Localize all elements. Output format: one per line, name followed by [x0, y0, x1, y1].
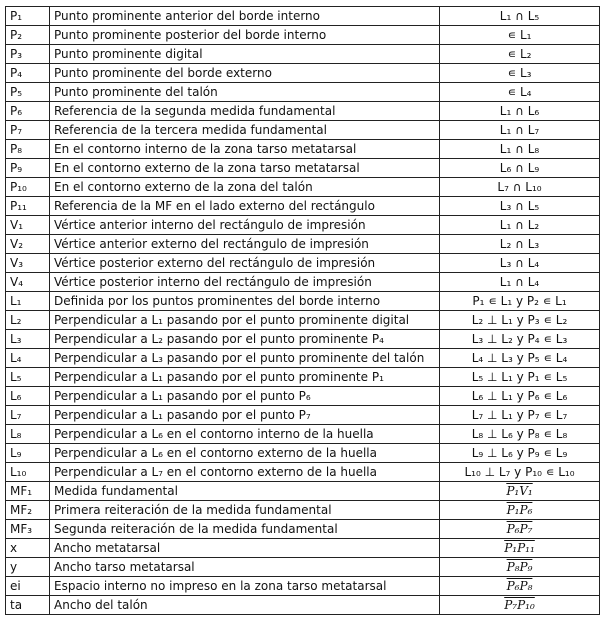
description-cell-text: Perpendicular a L₁ pasando por el punto P₇ — [54, 408, 311, 422]
description-cell — [50, 64, 440, 83]
relation-cell-text: ∊ L₁ — [507, 28, 532, 42]
symbol-cell — [6, 368, 50, 387]
symbol-cell — [6, 330, 50, 349]
relation-cell-text: P₆P₈ — [506, 579, 533, 593]
definitions-table-body — [6, 7, 600, 615]
symbol-cell — [6, 254, 50, 273]
symbol-cell-text: P₁₁ — [10, 199, 27, 213]
relation-cell — [440, 444, 600, 463]
relation-cell — [440, 330, 600, 349]
relation-cell-text: L₃ ∩ L₅ — [499, 199, 540, 213]
symbol-cell — [6, 349, 50, 368]
relation-cell-text: L₄ ⊥ L₃ y P₅ ∊ L₄ — [471, 351, 568, 365]
relation-cell — [440, 539, 600, 558]
symbol-cell-text: V₁ — [10, 218, 24, 232]
symbol-cell — [6, 216, 50, 235]
relation-cell-text: P₈P₉ — [506, 560, 533, 574]
description-cell — [50, 368, 440, 387]
relation-cell — [440, 64, 600, 83]
relation-cell — [440, 349, 600, 368]
relation-cell — [440, 292, 600, 311]
symbol-cell — [6, 292, 50, 311]
relation-cell-text: P₁P₁₁ — [504, 541, 535, 555]
table-row — [6, 444, 600, 463]
symbol-cell — [6, 235, 50, 254]
description-cell-text: Perpendicular a L₁ pasando por el punto P₆ — [54, 389, 311, 403]
symbol-cell — [6, 45, 50, 64]
relation-cell-text: L₇ ∩ L₁₀ — [497, 180, 542, 194]
table-row — [6, 7, 600, 26]
relation-cell — [440, 463, 600, 482]
description-cell-text: Segunda reiteración de la medida fundamental — [54, 522, 338, 536]
symbol-cell-text: L₈ — [10, 427, 22, 441]
description-cell — [50, 596, 440, 615]
symbol-cell-text: P₆ — [10, 104, 23, 118]
symbol-cell — [6, 159, 50, 178]
description-cell — [50, 406, 440, 425]
description-cell — [50, 235, 440, 254]
symbol-cell-text: MF₂ — [10, 503, 33, 517]
relation-cell-text: L₁₀ ⊥ L₇ y P₁₀ ∊ L₁₀ — [464, 465, 575, 479]
relation-cell — [440, 482, 600, 501]
description-cell-text: Punto prominente anterior del borde interno — [54, 9, 320, 23]
description-cell-text: Definida por los puntos prominentes del borde interno — [54, 294, 381, 308]
symbol-cell — [6, 520, 50, 539]
symbol-cell-text: ta — [10, 598, 23, 612]
description-cell-text: Punto prominente del borde externo — [54, 66, 272, 80]
symbol-cell — [6, 577, 50, 596]
description-cell — [50, 83, 440, 102]
relation-cell — [440, 7, 600, 26]
table-row — [6, 520, 600, 539]
symbol-cell-text: P₁ — [10, 9, 23, 23]
table-row — [6, 83, 600, 102]
table-row — [6, 197, 600, 216]
description-cell-text: Ancho metatarsal — [54, 541, 161, 555]
description-cell — [50, 216, 440, 235]
description-cell — [50, 102, 440, 121]
description-cell-text: Perpendicular a L₆ en el contorno externo de la huella — [54, 446, 377, 460]
description-cell — [50, 482, 440, 501]
symbol-cell — [6, 596, 50, 615]
description-cell-text: En el contorno interno de la zona tarso metatarsal — [54, 142, 357, 156]
description-cell — [50, 26, 440, 45]
relation-cell-text: L₃ ⊥ L₂ y P₄ ∊ L₃ — [471, 332, 568, 346]
symbol-cell — [6, 178, 50, 197]
description-cell — [50, 292, 440, 311]
symbol-cell-text: x — [10, 541, 18, 555]
description-cell-text: Perpendicular a L₇ en el contorno externo de la huella — [54, 465, 377, 479]
table-row — [6, 159, 600, 178]
relation-cell-text: ∊ L₃ — [507, 66, 532, 80]
relation-cell-text: L₁ ∩ L₂ — [499, 218, 540, 232]
table-row — [6, 140, 600, 159]
description-cell-text: Vértice anterior interno del rectángulo de impresión — [54, 218, 366, 232]
relation-cell-text: L₉ ⊥ L₆ y P₉ ∊ L₉ — [471, 446, 568, 460]
table-row — [6, 577, 600, 596]
table-row — [6, 368, 600, 387]
relation-cell — [440, 178, 600, 197]
table-row — [6, 406, 600, 425]
description-cell-text: Punto prominente posterior del borde interno — [54, 28, 327, 42]
relation-cell — [440, 387, 600, 406]
description-cell-text: Punto prominente del talón — [54, 85, 218, 99]
description-cell-text: Perpendicular a L₃ pasando por el punto prominente del talón — [54, 351, 425, 365]
relation-cell-text: L₃ ∩ L₄ — [499, 256, 540, 270]
description-cell-text: Vértice anterior externo del rectángulo de impresión — [54, 237, 369, 251]
symbol-cell-text: L₁₀ — [10, 465, 27, 479]
description-cell-text: Ancho del talón — [54, 598, 148, 612]
symbol-cell — [6, 482, 50, 501]
symbol-cell-text: P₁₀ — [10, 180, 27, 194]
description-cell — [50, 539, 440, 558]
symbol-cell-text: P₉ — [10, 161, 23, 175]
relation-cell — [440, 406, 600, 425]
table-row — [6, 26, 600, 45]
table-row — [6, 311, 600, 330]
description-cell — [50, 121, 440, 140]
symbol-cell-text: L₆ — [10, 389, 22, 403]
symbol-cell — [6, 444, 50, 463]
relation-cell-text: L₁ ∩ L₇ — [499, 123, 540, 137]
description-cell-text: Vértice posterior externo del rectángulo de impresión — [54, 256, 376, 270]
symbol-cell — [6, 273, 50, 292]
symbol-cell-text: L₅ — [10, 370, 22, 384]
relation-cell-text: L₁ ∩ L₅ — [499, 9, 540, 23]
description-cell — [50, 45, 440, 64]
symbol-cell-text: L₂ — [10, 313, 22, 327]
relation-cell-text: P₁ ∊ L₁ y P₂ ∊ L₁ — [472, 294, 567, 308]
relation-cell-text: L₅ ⊥ L₁ y P₁ ∊ L₅ — [471, 370, 568, 384]
description-cell — [50, 387, 440, 406]
table-row — [6, 558, 600, 577]
description-cell — [50, 159, 440, 178]
relation-cell — [440, 368, 600, 387]
symbol-cell-text: L₃ — [10, 332, 22, 346]
symbol-cell — [6, 311, 50, 330]
symbol-cell-text: MF₃ — [10, 522, 33, 536]
relation-cell-text: ∊ L₄ — [507, 85, 532, 99]
symbol-cell-text: P₂ — [10, 28, 23, 42]
relation-cell — [440, 311, 600, 330]
symbol-cell-text: L₉ — [10, 446, 22, 460]
symbol-cell — [6, 406, 50, 425]
relation-cell — [440, 121, 600, 140]
symbol-cell — [6, 463, 50, 482]
description-cell-text: Espacio interno no impreso en la zona tarso metatarsal — [54, 579, 387, 593]
table-row — [6, 463, 600, 482]
table-row — [6, 425, 600, 444]
description-cell — [50, 425, 440, 444]
relation-cell-text: L₁ ∩ L₄ — [499, 275, 540, 289]
description-cell — [50, 577, 440, 596]
table-row — [6, 292, 600, 311]
relation-cell-text: L₂ ∩ L₃ — [499, 237, 540, 251]
relation-cell-text: L₁ ∩ L₈ — [499, 142, 540, 156]
table-row — [6, 102, 600, 121]
relation-cell-text: ∊ L₂ — [507, 47, 532, 61]
description-cell — [50, 520, 440, 539]
description-cell — [50, 273, 440, 292]
symbol-cell — [6, 558, 50, 577]
relation-cell — [440, 140, 600, 159]
description-cell-text: Medida fundamental — [54, 484, 178, 498]
symbol-cell — [6, 501, 50, 520]
table-row — [6, 216, 600, 235]
relation-cell — [440, 254, 600, 273]
table-row — [6, 64, 600, 83]
relation-cell — [440, 197, 600, 216]
description-cell-text: Punto prominente digital — [54, 47, 203, 61]
relation-cell — [440, 235, 600, 254]
description-cell — [50, 197, 440, 216]
symbol-cell — [6, 387, 50, 406]
description-cell-text: Perpendicular a L₆ en el contorno interno de la huella — [54, 427, 374, 441]
relation-cell-text: L₆ ⊥ L₁ y P₆ ∊ L₆ — [471, 389, 568, 403]
symbol-cell-text: L₇ — [10, 408, 22, 422]
symbol-cell-text: P₅ — [10, 85, 23, 99]
relation-cell — [440, 216, 600, 235]
table-row — [6, 596, 600, 615]
relation-cell — [440, 501, 600, 520]
symbol-cell — [6, 140, 50, 159]
symbol-cell-text: P₈ — [10, 142, 23, 156]
description-cell — [50, 501, 440, 520]
symbol-cell-text: L₄ — [10, 351, 22, 365]
description-cell-text: Primera reiteración de la medida fundamental — [54, 503, 332, 517]
relation-cell — [440, 159, 600, 178]
description-cell — [50, 558, 440, 577]
definitions-table — [5, 6, 600, 615]
symbol-cell-text: ei — [10, 579, 21, 593]
relation-cell-text: P₇P₁₀ — [504, 598, 535, 612]
table-row — [6, 349, 600, 368]
description-cell — [50, 444, 440, 463]
relation-cell-text: L₁ ∩ L₆ — [499, 104, 540, 118]
relation-cell — [440, 45, 600, 64]
table-row — [6, 45, 600, 64]
relation-cell — [440, 425, 600, 444]
relation-cell-text: P₆P₇ — [506, 522, 533, 536]
symbol-cell — [6, 26, 50, 45]
table-row — [6, 121, 600, 140]
relation-cell-text: L₈ ⊥ L₆ y P₈ ∊ L₈ — [471, 427, 568, 441]
description-cell — [50, 463, 440, 482]
table-row — [6, 482, 600, 501]
description-cell-text: En el contorno externo de la zona del talón — [54, 180, 313, 194]
description-cell — [50, 7, 440, 26]
relation-cell — [440, 102, 600, 121]
description-cell — [50, 140, 440, 159]
table-row — [6, 501, 600, 520]
symbol-cell — [6, 64, 50, 83]
relation-cell-text: L₇ ⊥ L₁ y P₇ ∊ L₇ — [471, 408, 568, 422]
relation-cell — [440, 273, 600, 292]
relation-cell-text: L₂ ⊥ L₁ y P₃ ∊ L₂ — [471, 313, 568, 327]
symbol-cell-text: y — [10, 560, 18, 574]
symbol-cell-text: MF₁ — [10, 484, 33, 498]
table-row — [6, 539, 600, 558]
description-cell-text: Perpendicular a L₁ pasando por el punto prominente digital — [54, 313, 410, 327]
relation-cell — [440, 577, 600, 596]
symbol-cell — [6, 197, 50, 216]
table-row — [6, 273, 600, 292]
description-cell-text: Ancho tarso metatarsal — [54, 560, 195, 574]
table-row — [6, 235, 600, 254]
symbol-cell-text: L₁ — [10, 294, 22, 308]
table-row — [6, 254, 600, 273]
symbol-cell — [6, 539, 50, 558]
relation-cell — [440, 26, 600, 45]
symbol-cell-text: V₃ — [10, 256, 24, 270]
symbol-cell — [6, 83, 50, 102]
description-cell — [50, 311, 440, 330]
relation-cell — [440, 83, 600, 102]
relation-cell-text: P₁P₆ — [506, 503, 533, 517]
symbol-cell-text: P₇ — [10, 123, 23, 137]
description-cell-text: Referencia de la tercera medida fundamental — [54, 123, 327, 137]
description-cell — [50, 349, 440, 368]
relation-cell — [440, 520, 600, 539]
symbol-cell — [6, 121, 50, 140]
symbol-cell-text: P₃ — [10, 47, 23, 61]
description-cell-text: En el contorno externo de la zona tarso metatarsal — [54, 161, 360, 175]
table-row — [6, 387, 600, 406]
description-cell — [50, 330, 440, 349]
table-row — [6, 178, 600, 197]
description-cell-text: Vértice posterior interno del rectángulo de impresión — [54, 275, 372, 289]
symbol-cell — [6, 425, 50, 444]
description-cell — [50, 254, 440, 273]
relation-cell-text: P₁V₁ — [506, 484, 533, 498]
description-cell-text: Perpendicular a L₂ pasando por el punto prominente P₄ — [54, 332, 384, 346]
relation-cell — [440, 596, 600, 615]
description-cell-text: Referencia de la segunda medida fundamental — [54, 104, 336, 118]
relation-cell — [440, 558, 600, 577]
symbol-cell-text: V₄ — [10, 275, 24, 289]
symbol-cell — [6, 7, 50, 26]
symbol-cell-text: P₄ — [10, 66, 23, 80]
relation-cell-text: L₆ ∩ L₉ — [499, 161, 540, 175]
description-cell — [50, 178, 440, 197]
table-row — [6, 330, 600, 349]
description-cell-text: Referencia de la MF en el lado externo del rectángulo — [54, 199, 375, 213]
symbol-cell — [6, 102, 50, 121]
description-cell-text: Perpendicular a L₁ pasando por el punto prominente P₁ — [54, 370, 384, 384]
symbol-cell-text: V₂ — [10, 237, 24, 251]
